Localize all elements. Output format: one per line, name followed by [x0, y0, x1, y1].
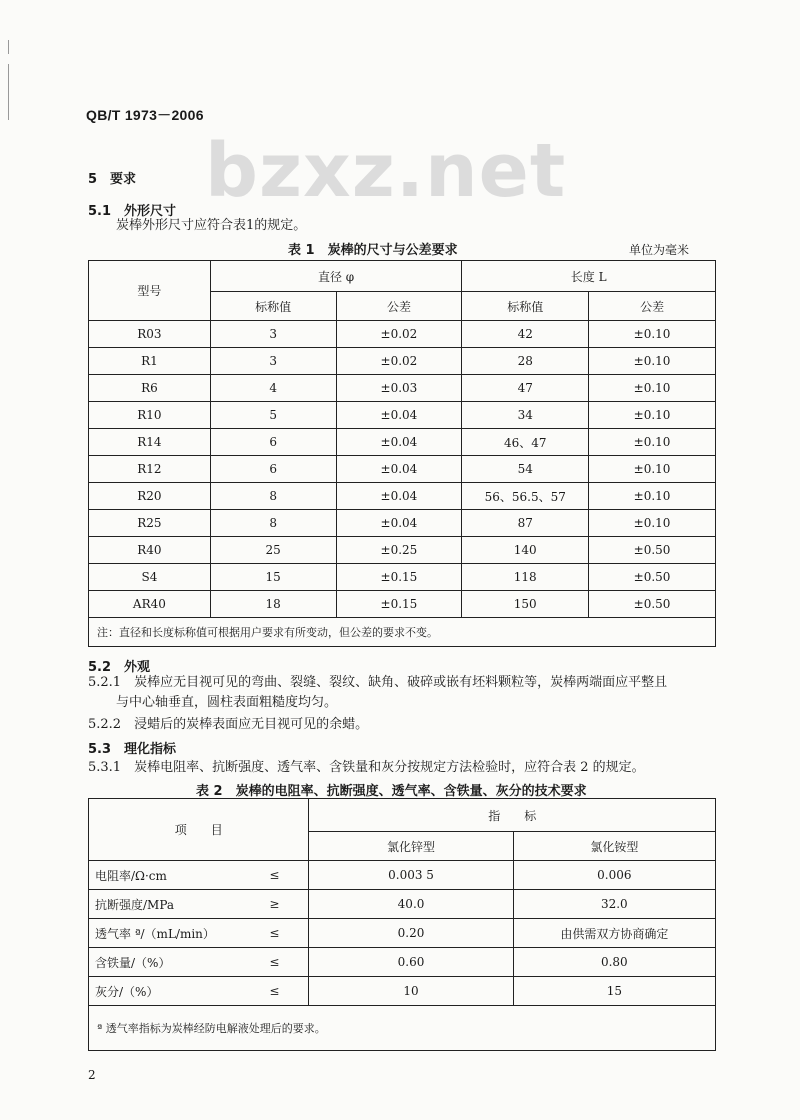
scan-edge-mark [8, 64, 9, 120]
table1-cell-length-tolerance: ±0.50 [589, 564, 716, 591]
table1-cell-length-nominal: 47 [462, 375, 589, 402]
table1-cell-length-nominal: 140 [462, 537, 589, 564]
table2-cell-ammonium-chloride: 0.006 [513, 861, 715, 890]
table1-cell-diameter-nominal: 4 [210, 375, 336, 402]
table-row [89, 510, 716, 537]
table1-cell-model: S4 [89, 564, 211, 591]
table1-cell-length-tolerance: ±0.10 [589, 483, 716, 510]
table1-cell-diameter-nominal: 25 [210, 537, 336, 564]
table1-cell-diameter-tolerance: ±0.03 [336, 375, 462, 402]
table1-cell-model: R03 [89, 321, 211, 348]
table1-cell-length-nominal: 42 [462, 321, 589, 348]
table-row [89, 321, 716, 348]
table1-cell-diameter-tolerance: ±0.04 [336, 510, 462, 537]
table1-header-tolerance: 公差 [589, 292, 716, 321]
table1-note: 注：直径和长度标称值可根据用户要求有所变动，但公差的要求不变。 [89, 618, 716, 647]
watermark: bzxz.net [205, 128, 567, 214]
table2-cell-operator: ≤ [255, 861, 309, 890]
table1-header-tolerance: 公差 [336, 292, 462, 321]
table2-cell-ammonium-chloride: 15 [513, 977, 715, 1006]
table1-cell-diameter-tolerance: ±0.04 [336, 429, 462, 456]
table2-cell-item: 抗断强度/MPa [89, 890, 256, 919]
table1-cell-model: R1 [89, 348, 211, 375]
table-row [89, 348, 716, 375]
table1-cell-length-nominal: 87 [462, 510, 589, 537]
section-5-2-title: 5.2 外观 [88, 660, 151, 675]
table1-cell-model: R14 [89, 429, 211, 456]
table1-cell-length-tolerance: ±0.10 [589, 321, 716, 348]
section-5-title: 5 要求 [88, 172, 137, 187]
section-5-3-1-text: 5.3.1 炭棒电阻率、抗断强度、透气率、含铁量和灰分按规定方法检验时，应符合表 2 的规定。 [88, 760, 645, 775]
table2-cell-ammonium-chloride: 0.80 [513, 948, 715, 977]
table1-header-model: 型号 [89, 261, 211, 321]
table1-caption: 表 1 炭棒的尺寸与公差要求 [288, 243, 458, 258]
table2-cell-item: 含铁量/（%） [89, 948, 256, 977]
table1-cell-length-nominal: 46、47 [462, 429, 589, 456]
table-row [89, 861, 716, 890]
table1-header-length: 长度 L [462, 261, 716, 292]
table1-cell-length-tolerance: ±0.50 [589, 537, 716, 564]
table-row [89, 977, 716, 1006]
table1-cell-length-tolerance: ±0.10 [589, 348, 716, 375]
table2-cell-zinc-chloride: 0.003 5 [309, 861, 513, 890]
table-row [89, 919, 716, 948]
table2-cell-zinc-chloride: 10 [309, 977, 513, 1006]
table-row [89, 402, 716, 429]
table2 [88, 798, 716, 1051]
table2-cell-operator: ≤ [255, 948, 309, 977]
table1-header-nominal: 标称值 [210, 292, 336, 321]
table-row [89, 429, 716, 456]
table2-cell-ammonium-chloride: 32.0 [513, 890, 715, 919]
table2-cell-zinc-chloride: 40.0 [309, 890, 513, 919]
table2-header-zinc-chloride: 氯化锌型 [309, 832, 513, 861]
section-5-1-text: 炭棒外形尺寸应符合表1的规定。 [116, 218, 307, 233]
table2-caption: 表 2 炭棒的电阻率、抗断强度、透气率、含铁量、灰分的技术要求 [196, 784, 587, 799]
table2-cell-item: 灰分/（%） [89, 977, 256, 1006]
table1-cell-length-tolerance: ±0.50 [589, 591, 716, 618]
table1-cell-model: R20 [89, 483, 211, 510]
table2-cell-operator: ≥ [255, 890, 309, 919]
table1-cell-model: AR40 [89, 591, 211, 618]
table1-header-nominal: 标称值 [462, 292, 589, 321]
table2-header-item: 项 目 [89, 799, 309, 861]
table-row [89, 456, 716, 483]
section-5-3-title: 5.3 理化指标 [88, 742, 177, 757]
table1-cell-model: R10 [89, 402, 211, 429]
table1-cell-diameter-tolerance: ±0.25 [336, 537, 462, 564]
table1-cell-length-tolerance: ±0.10 [589, 375, 716, 402]
standard-code: QB/T 1973－2006 [86, 107, 204, 123]
table2-cell-zinc-chloride: 0.20 [309, 919, 513, 948]
table-row [89, 375, 716, 402]
section-5-1-title: 5.1 外形尺寸 [88, 204, 177, 219]
table1-cell-diameter-nominal: 6 [210, 429, 336, 456]
table1-cell-diameter-nominal: 8 [210, 483, 336, 510]
table1-cell-length-nominal: 150 [462, 591, 589, 618]
table1 [88, 260, 716, 647]
table2-header-ammonium-chloride: 氯化铵型 [513, 832, 715, 861]
table1-cell-model: R25 [89, 510, 211, 537]
table1-cell-length-nominal: 118 [462, 564, 589, 591]
table-row [89, 564, 716, 591]
table1-cell-length-nominal: 28 [462, 348, 589, 375]
table1-cell-diameter-nominal: 18 [210, 591, 336, 618]
page-number: 2 [88, 1068, 96, 1082]
table1-cell-diameter-nominal: 15 [210, 564, 336, 591]
scan-edge-mark [8, 40, 9, 54]
table2-cell-operator: ≤ [255, 977, 309, 1006]
table1-cell-model: R12 [89, 456, 211, 483]
table1-cell-diameter-nominal: 3 [210, 348, 336, 375]
table1-cell-diameter-nominal: 5 [210, 402, 336, 429]
table2-header-index: 指 标 [309, 799, 716, 832]
table-row [89, 948, 716, 977]
table-row [89, 591, 716, 618]
table1-cell-length-nominal: 56、56.5、57 [462, 483, 589, 510]
table1-cell-length-tolerance: ±0.10 [589, 510, 716, 537]
section-5-2-1-line2: 与中心轴垂直，圆柱表面粗糙度均匀。 [116, 695, 338, 710]
table1-cell-diameter-tolerance: ±0.04 [336, 483, 462, 510]
table2-cell-item: 电阻率/Ω·cm [89, 861, 256, 890]
table1-cell-diameter-tolerance: ±0.15 [336, 564, 462, 591]
table1-header-diameter: 直径 φ [210, 261, 462, 292]
table1-cell-model: R40 [89, 537, 211, 564]
table1-cell-diameter-tolerance: ±0.15 [336, 591, 462, 618]
section-5-2-1-line1: 5.2.1 炭棒应无目视可见的弯曲、裂缝、裂纹、缺角、破碎或嵌有坯料颗粒等，炭棒两端面应平整且 [88, 675, 668, 690]
table1-cell-diameter-tolerance: ±0.02 [336, 348, 462, 375]
table1-cell-length-tolerance: ±0.10 [589, 456, 716, 483]
table1-cell-diameter-nominal: 8 [210, 510, 336, 537]
table1-cell-diameter-tolerance: ±0.02 [336, 321, 462, 348]
table2-cell-ammonium-chloride: 由供需双方协商确定 [513, 919, 715, 948]
table1-cell-diameter-tolerance: ±0.04 [336, 456, 462, 483]
table1-cell-length-nominal: 34 [462, 402, 589, 429]
section-5-2-2-text: 5.2.2 浸蜡后的炭棒表面应无目视可见的余蜡。 [88, 717, 369, 732]
table2-cell-zinc-chloride: 0.60 [309, 948, 513, 977]
table1-unit: 单位为毫米 [629, 243, 690, 257]
table1-cell-length-tolerance: ±0.10 [589, 429, 716, 456]
table2-cell-item: 透气率 ª/（mL/min） [89, 919, 256, 948]
table-row [89, 537, 716, 564]
table1-cell-diameter-tolerance: ±0.04 [336, 402, 462, 429]
table1-cell-model: R6 [89, 375, 211, 402]
table1-cell-length-tolerance: ±0.10 [589, 402, 716, 429]
table2-note: ª 透气率指标为炭棒经防电解液处理后的要求。 [89, 1006, 716, 1051]
table2-cell-operator: ≤ [255, 919, 309, 948]
table1-cell-length-nominal: 54 [462, 456, 589, 483]
table1-cell-diameter-nominal: 3 [210, 321, 336, 348]
table-row [89, 483, 716, 510]
table1-cell-diameter-nominal: 6 [210, 456, 336, 483]
table-row [89, 890, 716, 919]
